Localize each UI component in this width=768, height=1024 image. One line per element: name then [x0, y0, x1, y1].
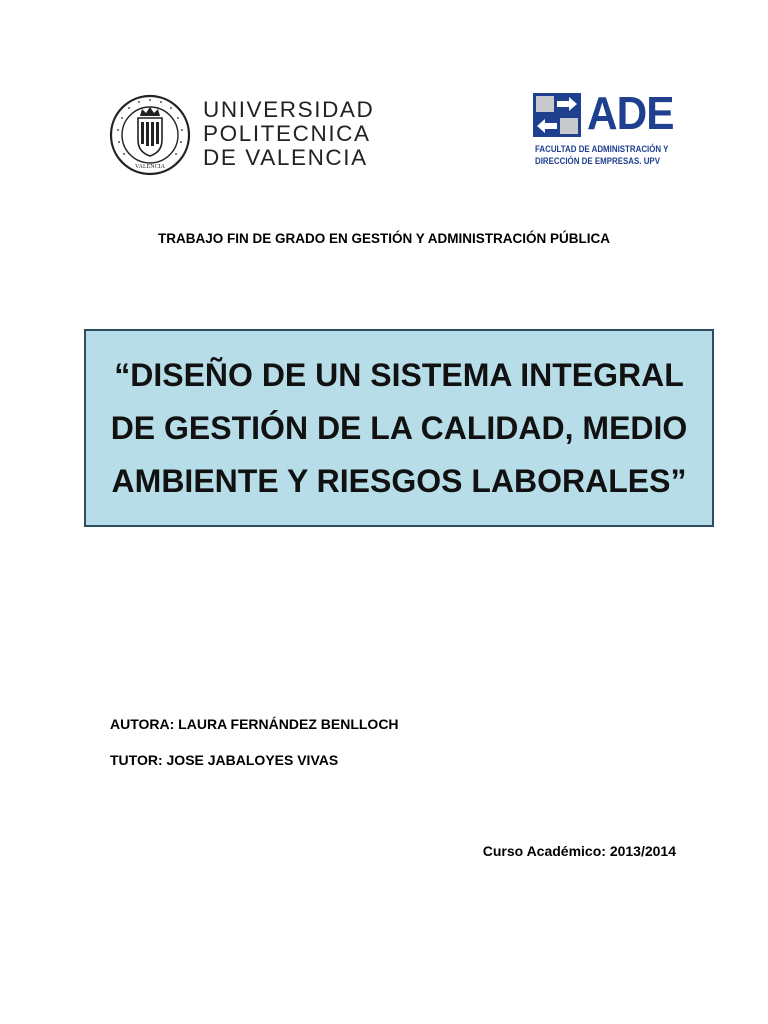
ade-mark-icon — [533, 93, 581, 137]
upv-line: POLITECNICA — [203, 121, 371, 146]
upv-wordmark — [203, 98, 374, 170]
degree-heading: TRABAJO FIN DE GRADO EN GESTIÓN Y ADMINISTRACIÓN PÚBLICA — [157, 231, 611, 246]
ade-logo — [533, 87, 674, 175]
upv-line: UNIVERSIDAD — [203, 97, 375, 122]
ade-subtitle — [535, 143, 668, 167]
author-line: AUTORA: LAURA FERNÁNDEZ BENLLOCH — [110, 716, 399, 732]
tutor-line: TUTOR: JOSE JABALOYES VIVAS — [110, 752, 339, 768]
ade-sub-line: DIRECCIÓN DE EMPRESAS. UPV — [535, 156, 660, 166]
svg-text:VALENCIA: VALENCIA — [135, 164, 165, 170]
ade-sub-line: FACULTAD DE ADMINISTRACIÓN Y — [535, 144, 669, 154]
title-line: AMBIENTE Y RIESGOS LABORALES” — [111, 462, 687, 499]
document-title — [111, 349, 688, 508]
title-box — [84, 329, 714, 527]
title-line: DE GESTIÓN DE LA CALIDAD, MEDIO — [110, 409, 688, 446]
academic-year: Curso Académico: 2013/2014 — [482, 843, 676, 859]
ade-wordmark: ADE — [587, 87, 674, 139]
upv-logo — [108, 94, 375, 176]
title-line: “DISEÑO DE UN SISTEMA INTEGRAL — [114, 356, 684, 393]
upv-seal-icon — [108, 94, 192, 176]
upv-line: DE VALENCIA — [203, 145, 368, 170]
